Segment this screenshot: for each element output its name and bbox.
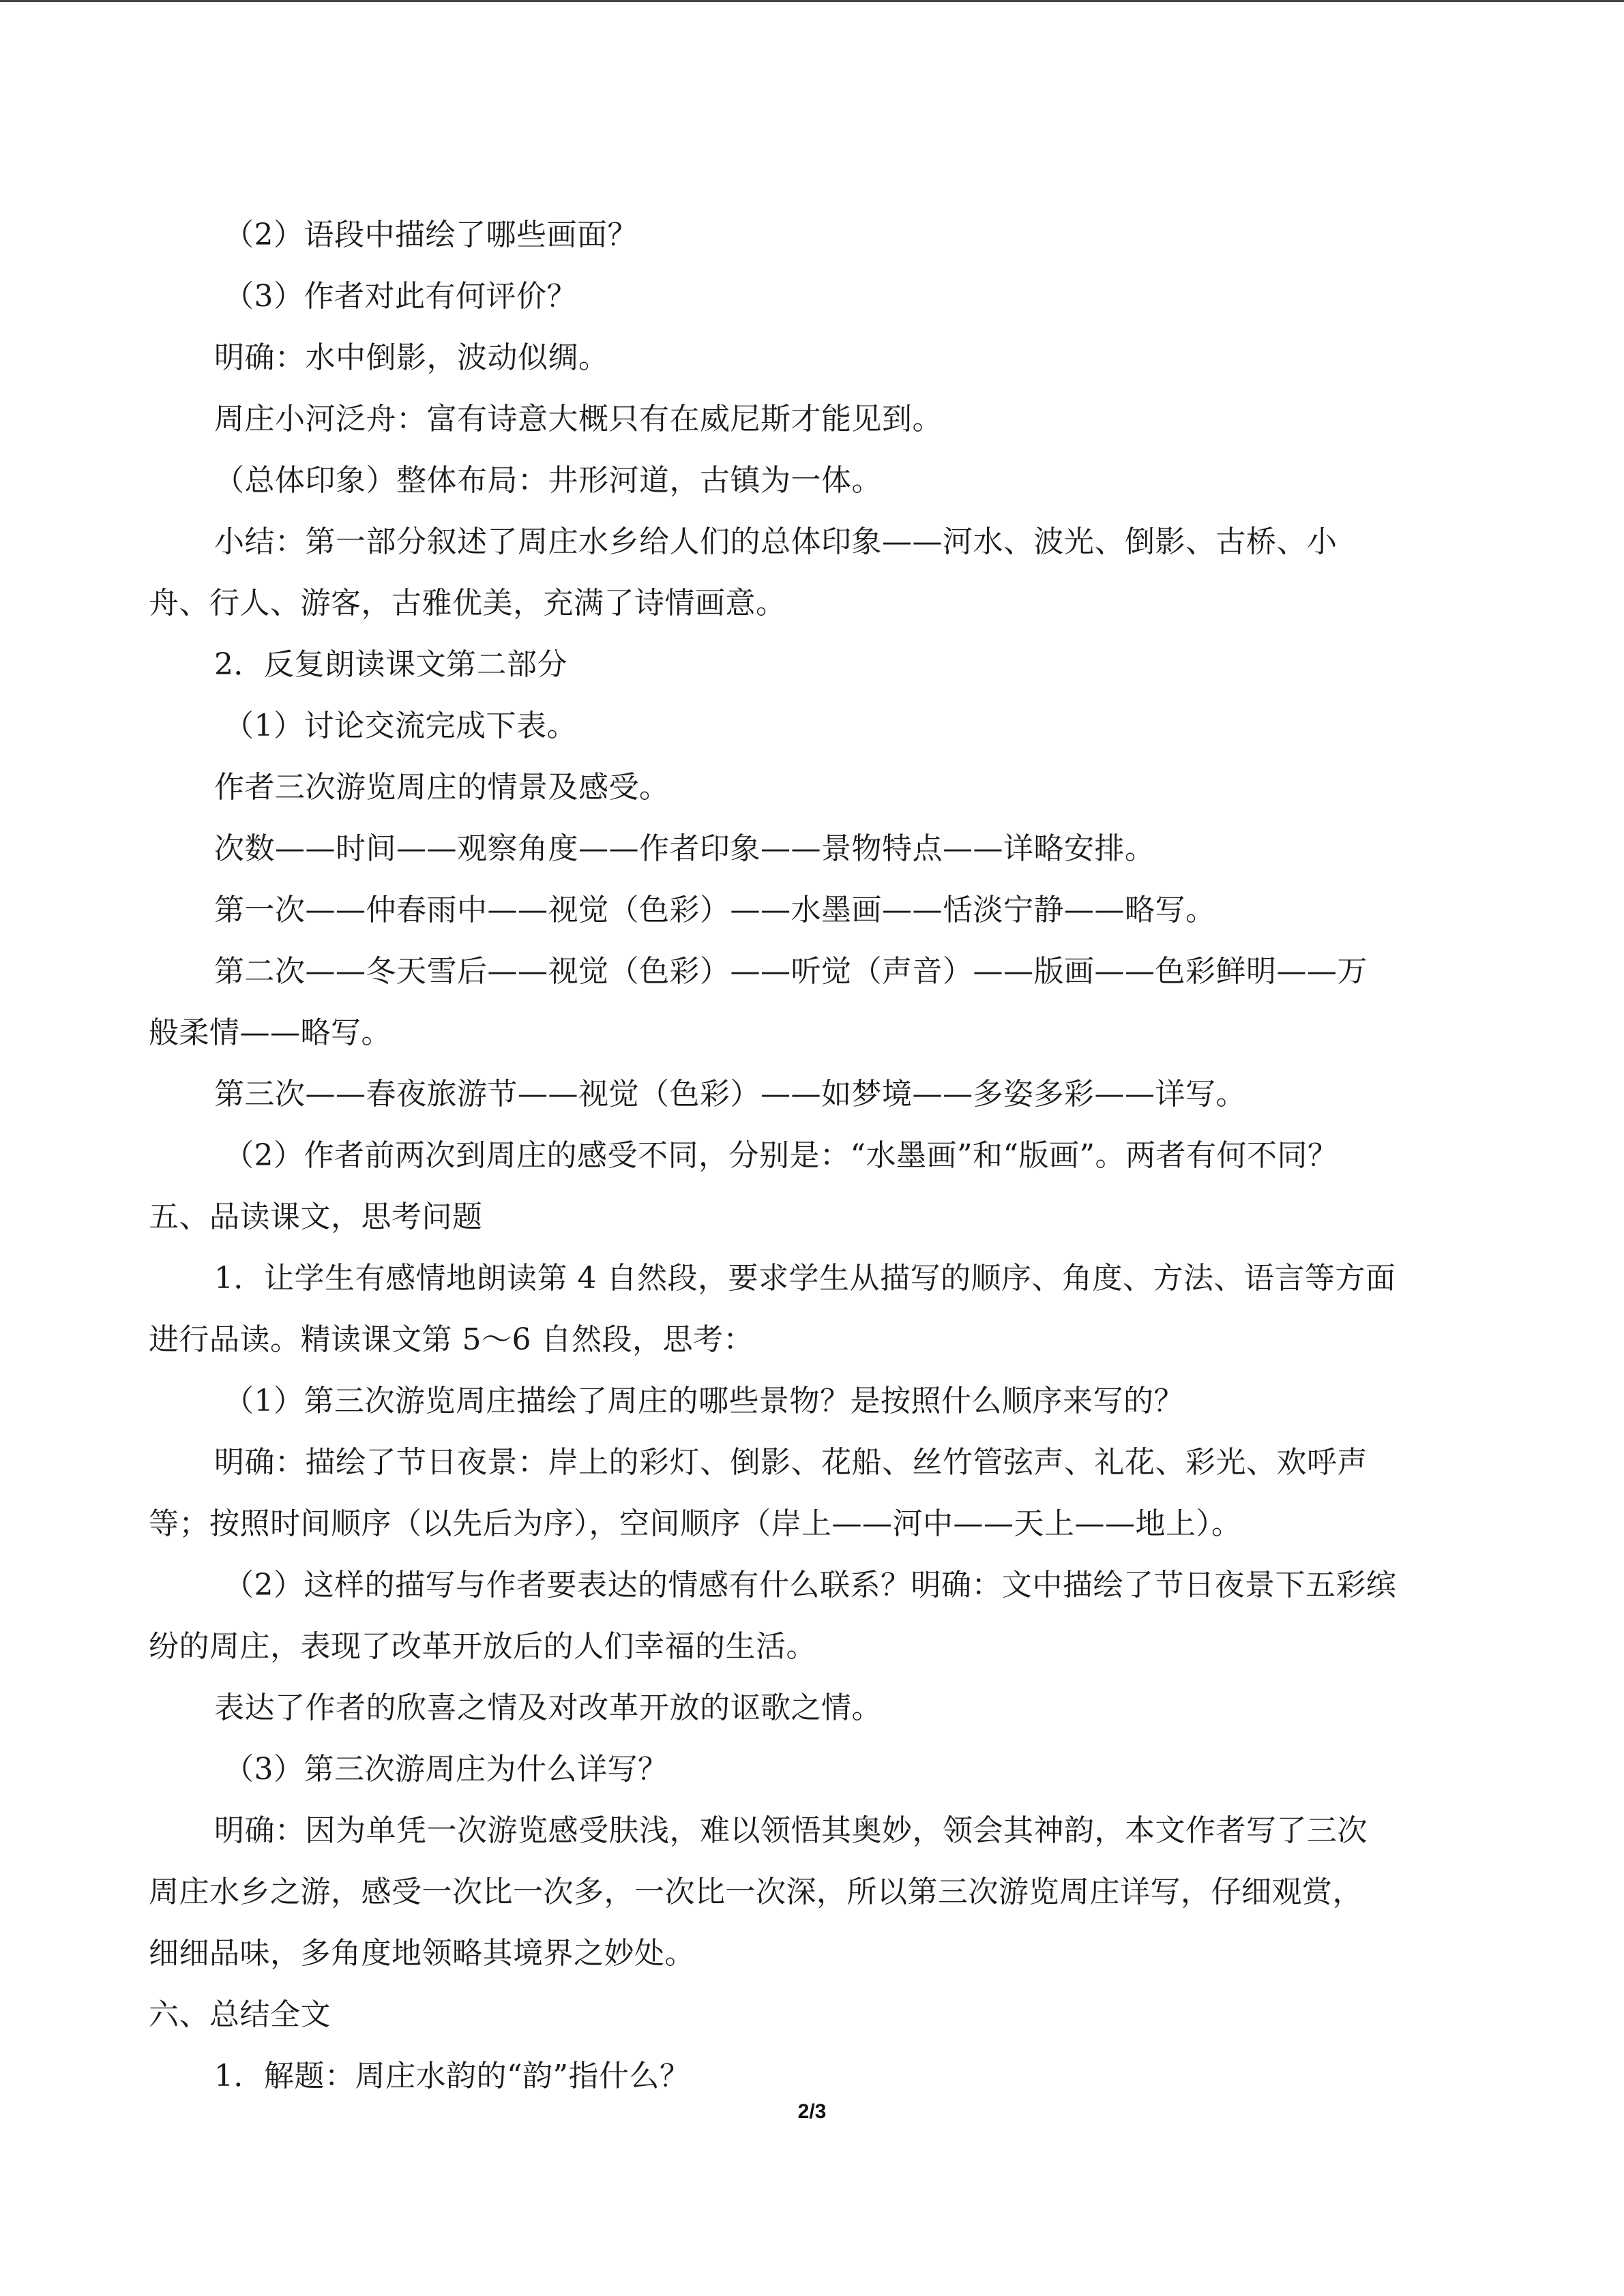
- top-border: [0, 0, 1624, 2]
- paragraph-line: 作者三次游览周庄的情景及感受。: [214, 770, 670, 805]
- paragraph-line: 周庄小河泛舟：富有诗意大概只有在威尼斯才能见到。: [214, 402, 943, 436]
- section-heading: 六、总结全文: [149, 1997, 331, 2032]
- paragraph-line: （总体印象）整体布局：井形河道，古镇为一体。: [214, 463, 882, 498]
- page-number: 2/3: [797, 2100, 827, 2123]
- paragraph-line: （1）第三次游览周庄描绘了周庄的哪些景物？是按照什么顺序来写的？: [224, 1384, 1184, 1418]
- paragraph-line: （1）讨论交流完成下表。: [224, 709, 577, 743]
- paragraph-line: 1．解题：周庄水韵的“韵”指什么？: [214, 2059, 690, 2093]
- paragraph-line: （2）语段中描绘了哪些画面？: [224, 218, 638, 252]
- paragraph-line: （3）作者对此有何评价？: [224, 279, 577, 314]
- paragraph-line: 纷的周庄，表现了改革开放后的人们幸福的生活。: [149, 1629, 816, 1664]
- paragraph-line: 小结：第一部分叙述了周庄水乡给人们的总体印象——河水、波光、倒影、古桥、小: [214, 524, 1338, 559]
- paragraph-line: 细细品味，多角度地领略其境界之妙处。: [149, 1936, 695, 1971]
- paragraph-line: 2．反复朗读课文第二部分: [214, 647, 567, 682]
- paragraph-line: 舟、行人、游客，古雅优美，充满了诗情画意。: [149, 586, 786, 621]
- paragraph-line: 第二次——冬天雪后——视觉（色彩）——听觉（声音）——版画——色彩鲜明——万: [214, 954, 1368, 989]
- paragraph-line: 次数——时间——观察角度——作者印象——景物特点——详略安排。: [214, 831, 1155, 866]
- section-heading: 五、品读课文，思考问题: [149, 1199, 483, 1234]
- paragraph-line: 周庄水乡之游，感受一次比一次多，一次比一次深，所以第三次游览周庄详写，仔细观赏，: [149, 1875, 1363, 1909]
- paragraph-line: （3）第三次游周庄为什么详写？: [224, 1752, 668, 1787]
- paragraph-line: 进行品读。精读课文第 5～6 自然段，思考：: [149, 1322, 754, 1357]
- document-body: [149, 205, 1479, 2107]
- paragraph-line: 般柔情——略写。: [149, 1015, 392, 1050]
- paragraph-line: 第三次——春夜旅游节——视觉（色彩）——如梦境——多姿多彩——详写。: [214, 1077, 1246, 1112]
- paragraph-line: （2）作者前两次到周庄的感受不同，分别是：“水墨画”和“版画”。两者有何不同？: [224, 1138, 1338, 1173]
- paragraph-line: 明确：水中倒影，波动似绸。: [214, 340, 609, 375]
- paragraph-line: 1．让学生有感情地朗读第 4 自然段，要求学生从描写的顺序、角度、方法、语言等方面: [214, 1261, 1396, 1296]
- paragraph-line: 明确：描绘了节日夜景：岸上的彩灯、倒影、花船、丝竹管弦声、礼花、彩光、欢呼声: [214, 1445, 1368, 1480]
- paragraph-line: 明确：因为单凭一次游览感受肤浅，难以领悟其奥妙，领会其神韵，本文作者写了三次: [214, 1813, 1368, 1848]
- paragraph-line: 表达了作者的欣喜之情及对改革开放的讴歌之情。: [214, 1690, 882, 1725]
- paragraph-line: 第一次——仲春雨中——视觉（色彩）——水墨画——恬淡宁静——略写。: [214, 893, 1216, 927]
- paragraph-line: 等；按照时间顺序（以先后为序），空间顺序（岸上——河中——天上——地上）。: [149, 1506, 1242, 1541]
- paragraph-line: （2）这样的描写与作者要表达的情感有什么联系？明确：文中描绘了节日夜景下五彩缤: [224, 1568, 1397, 1602]
